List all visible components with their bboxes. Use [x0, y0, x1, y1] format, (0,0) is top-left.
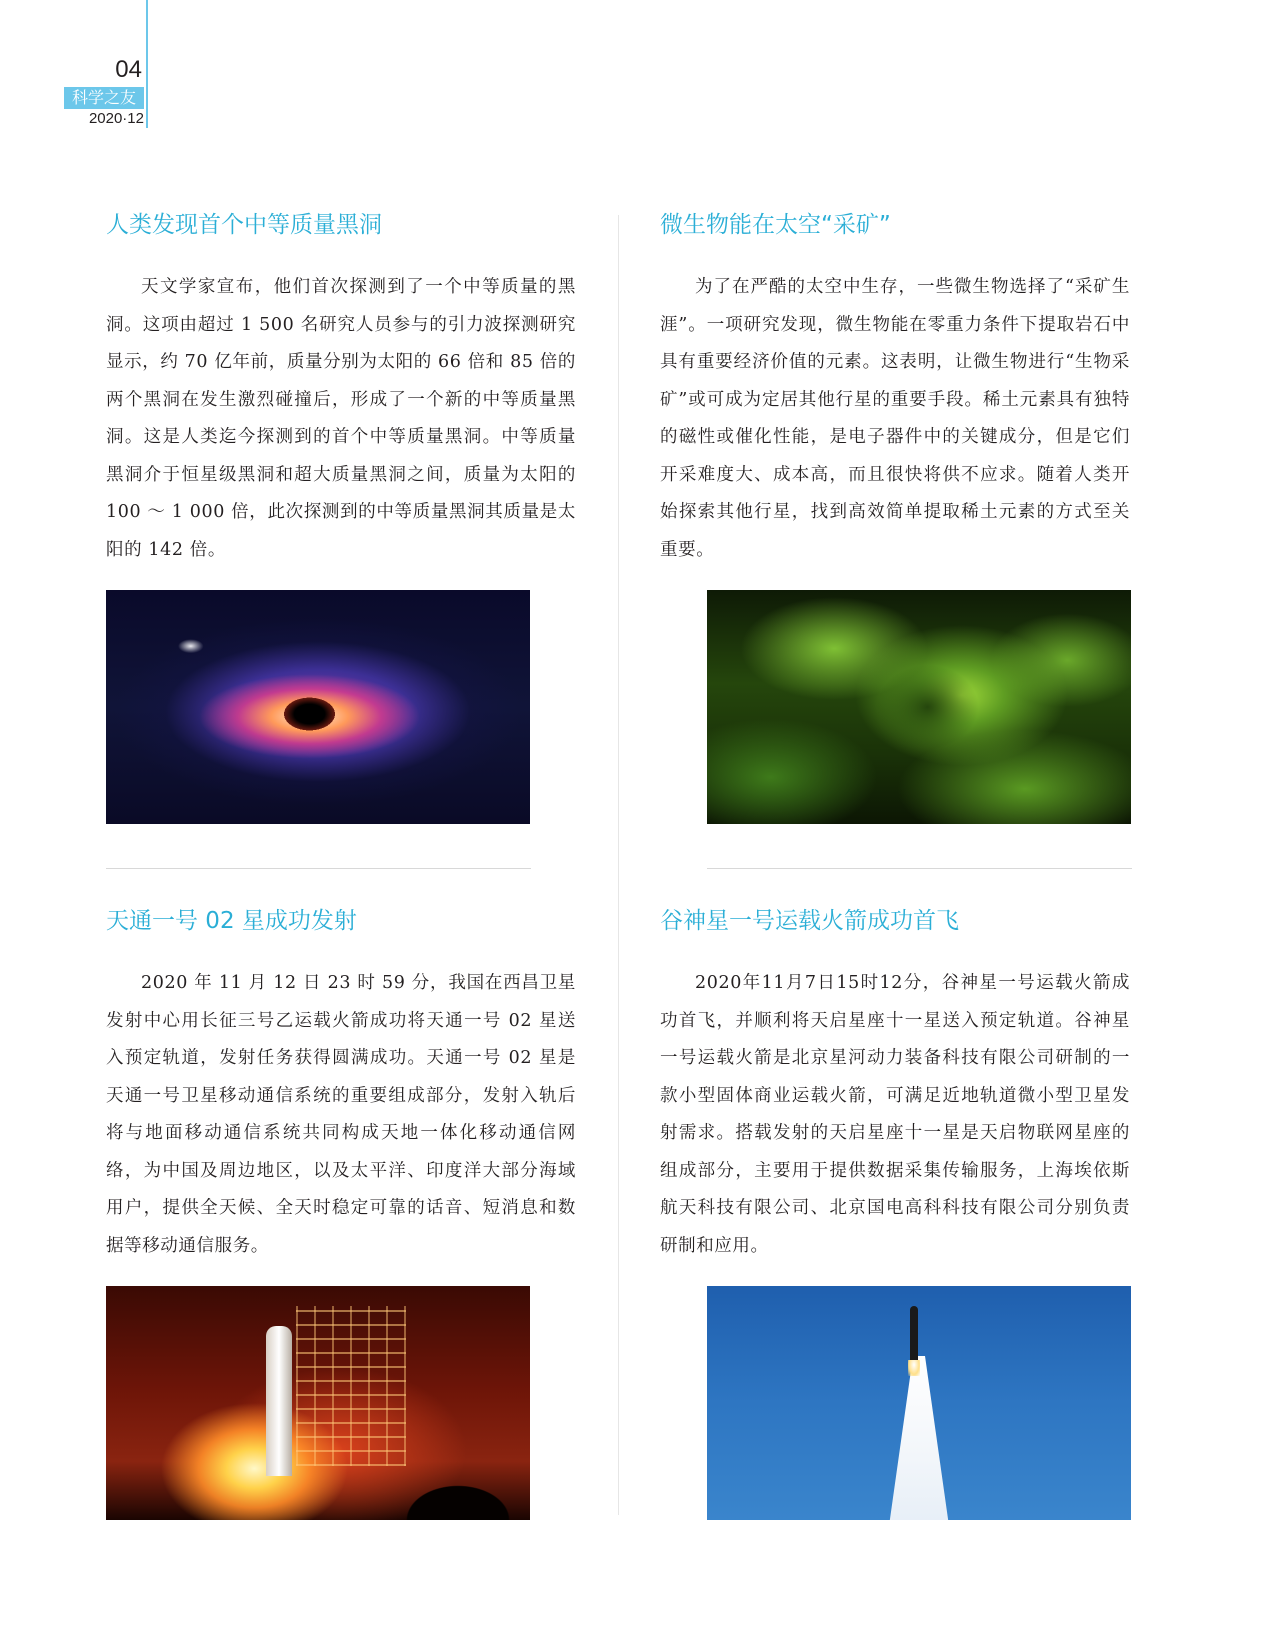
article-title: 人类发现首个中等质量黑洞 [106, 212, 382, 238]
microbes-image [707, 590, 1131, 824]
article-body: 为了在严酷的太空中生存，一些微生物选择了“采矿生涯”。一项研究发现，微生物能在零重力条件下提取岩石中具有重要经济价值的元素。这表明，让微生物进行“生物采矿”或可成为定居其他行星的重要手段。稀土元素具有独特的磁性或催化性能，是电子器件中的关键成分，但是它们开采难度大、成本高，而且很快将供不应求。随着人类开始探索其他行星，找到高效简单提取稀土元素的方式至关重要。 [660, 277, 1130, 560]
page-number: 04 [115, 56, 142, 83]
tree-silhouette [386, 1440, 530, 1520]
section-rule-right [707, 868, 1132, 869]
article-title: 微生物能在太空“采矿” [660, 212, 891, 238]
article-body: 2020 年 11 月 12 日 23 时 59 分，我国在西昌卫星发射中心用长征三号乙运载火箭成功将天通一号 02 星送入预定轨道，发射任务获得圆满成功。天通一号 02 星是天通一号卫星移动通信系统的重要组成部分，发射入轨后将与地面移动通信系统共同构成天地一体化移动通信网络，为中国及周边地区，以及太平洋、印度洋大部分海域用户，提供全天候、全天时稳定可靠的话音、短消息和数据等移动通信服务。 [106, 973, 576, 1256]
rocket-body [266, 1326, 292, 1476]
article-body: 2020年11月7日15时12分，谷神星一号运载火箭成功首飞，并顺利将天启星座十一星送入预定轨道。谷神星一号运载火箭是北京星河动力装备科技有限公司研制的一款小型固体商业运载火箭，可满足近地轨道微小型卫星发射需求。搭载发射的天启星座十一星是天启物联网星座的组成部分，主要用于提供数据采集传输服务，上海埃依斯航天科技有限公司、北京国电高科科技有限公司分别负责研制和应用。 [660, 973, 1130, 1256]
section-rule-left [106, 868, 531, 869]
magazine-name-badge: 科学之友 [64, 87, 144, 109]
article-space-mining [660, 209, 1130, 569]
article-title: 天通一号 02 星成功发射 [106, 908, 357, 934]
issue-date: 2020·12 [88, 110, 144, 127]
exhaust-trail [889, 1356, 949, 1520]
night-launch-image [106, 1286, 530, 1520]
column-divider [618, 215, 619, 1515]
rocket-flame [908, 1360, 920, 1376]
black-hole-image [106, 590, 530, 824]
article-tiantong [106, 905, 576, 1265]
rocket-body [910, 1306, 918, 1364]
article-title: 谷神星一号运载火箭成功首飞 [660, 908, 959, 934]
rocket-flight-image [707, 1286, 1131, 1520]
article-black-hole [106, 209, 576, 569]
article-body: 天文学家宣布，他们首次探测到了一个中等质量的黑洞。这项由超过 1 500 名研究人员参与的引力波探测研究显示，约 70 亿年前，质量分别为太阳的 66 倍和 85 倍的两个黑洞在发生激烈碰撞后，形成了一个新的中等质量黑洞。这是人类迄今探测到的首个中等质量黑洞。中等质量黑洞介于恒星级黑洞和超大质量黑洞之间，质量为太阳的 100 ～ 1 000 倍，此次探测到的中等质量黑洞其质量是太阳的 142 倍。 [106, 277, 576, 560]
header-accent-line [146, 0, 148, 128]
article-ceres-1 [660, 905, 1130, 1265]
